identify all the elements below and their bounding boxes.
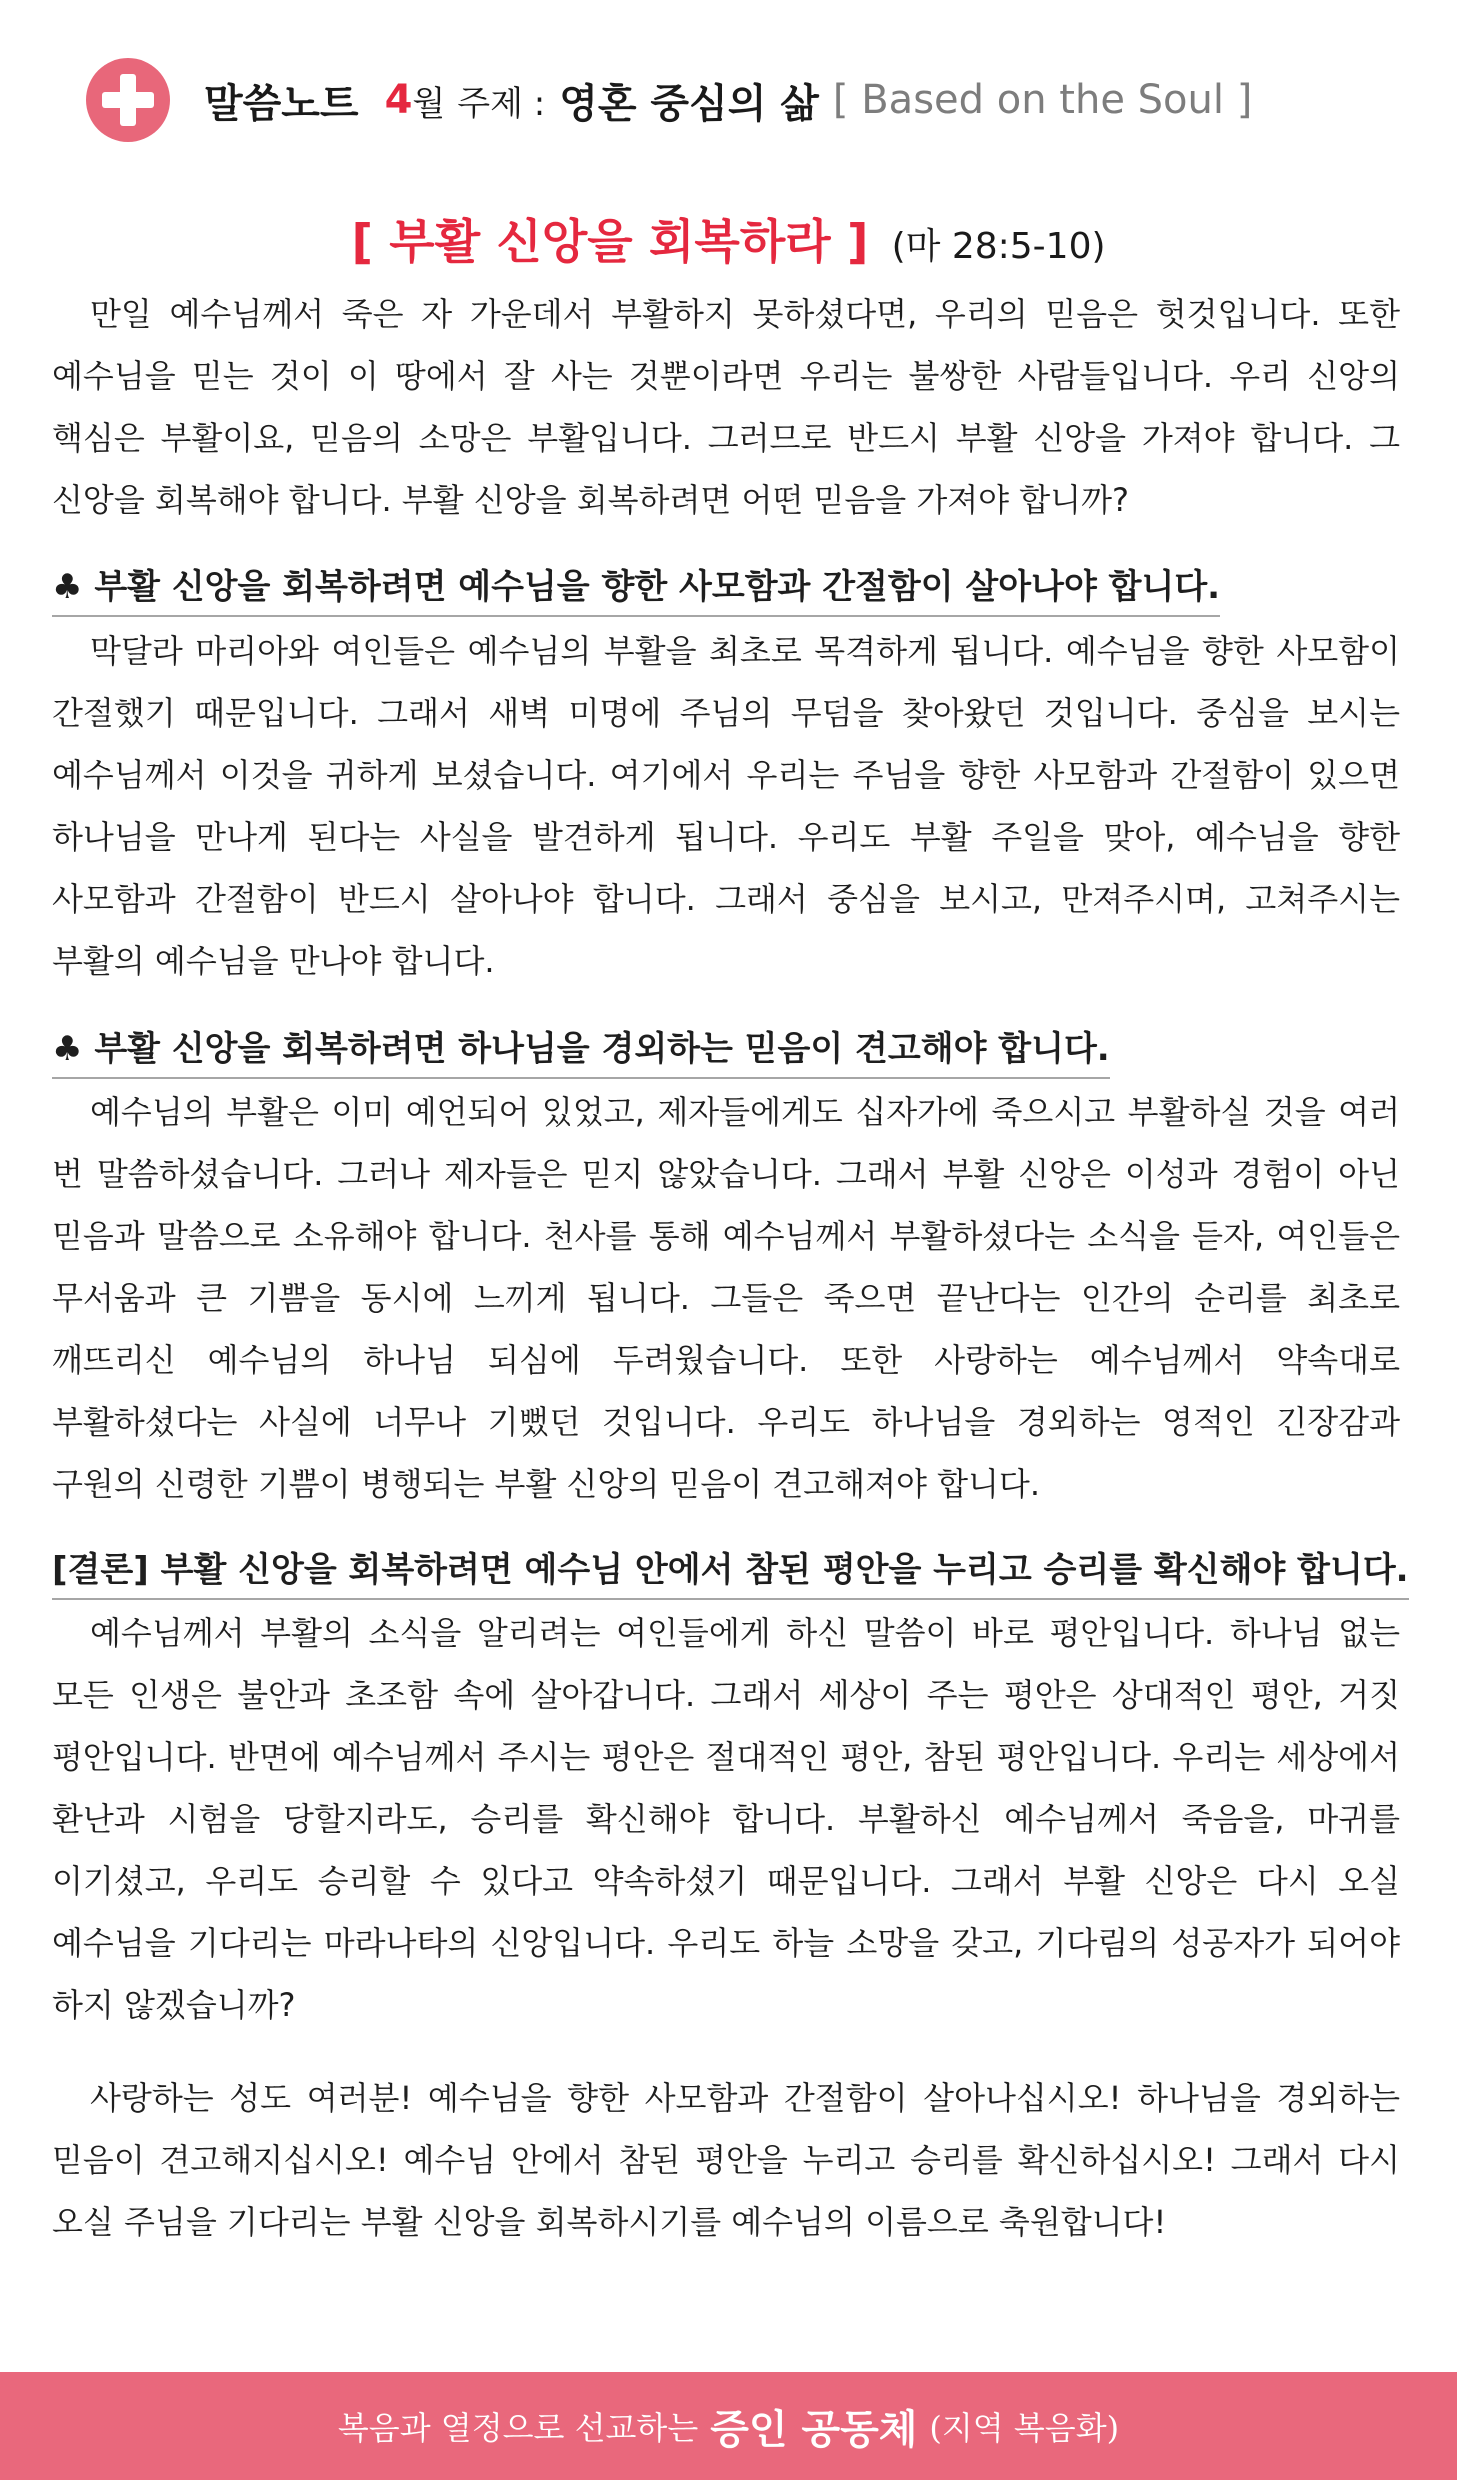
closing-paragraph: 사랑하는 성도 여러분! 예수님을 향한 사모함과 간절함이 살아나십시오! 하나님을 경외하는 믿음이 견고해지십시오! 예수님 안에서 참된 평안을 누리고 승리를 확신하십시오! 그래서 다시 오실 주님을 기다리는 부활 신앙을 회복하시기를 예수님의 이름으로 축원합니다! xyxy=(52,2079,1400,2241)
sermon-title: [ 부활 신앙을 회복하라 ] xyxy=(351,215,869,270)
section-heading-2: ♣ 부활 신앙을 회복하려면 하나님을 경외하는 믿음이 견고해야 합니다. xyxy=(52,1025,1110,1079)
plus-cross-icon xyxy=(86,58,170,142)
intro-paragraph: 만일 예수님께서 죽은 자 가운데서 부활하지 못하셨다면, 우리의 믿음은 헛것입니다. 또한 예수님을 믿는 것이 이 땅에서 잘 사는 것뿐이라면 우리는 불쌍한 사람들입니다. 우리 신앙의 핵심은 부활이요, 믿음의 소망은 부활입니다. 그러므로 반드시 부활 신앙을 가져야 합니다. 그 신앙을 회복해야 합니다. 부활 신앙을 회복하려면 어떤 믿음을 가져야 합니까? xyxy=(52,295,1400,519)
theme-label: 주제 : xyxy=(457,83,546,124)
conclusion-heading: [결론] 부활 신앙을 회복하려면 예수님 안에서 참된 평안을 누리고 승리를 확신해야 합니다. xyxy=(52,1546,1409,1600)
section-body-1: 막달라 마리아와 여인들은 예수님의 부활을 최초로 목격하게 됩니다. 예수님을 향한 사모함이 간절했기 때문입니다. 그래서 새벽 미명에 주님의 무덤을 찾아왔던 것입니다. 중심을 보시는 예수님께서 이것을 귀하게 보셨습니다. 여기에서 우리는 주님을 향한 사모함과 간절함이 있으면 하나님을 만나게 된다는 사실을 발견하게 됩니다. 우리도 부활 주일을 맞아, 예수님을 향한 사모함과 간절함이 반드시 살아나야 합니다. 그래서 중심을 보시고, 만져주시며, 고쳐주시는 부활의 예수님을 만나야 합니다. xyxy=(52,632,1400,980)
month-suffix: 월 xyxy=(412,83,446,124)
theme-english: [ Based on the Soul ] xyxy=(832,77,1253,123)
footer-banner xyxy=(0,2372,1457,2480)
footer-community: 증인 공동체 xyxy=(710,2405,918,2453)
footer-suffix: (지역 복음화) xyxy=(929,2409,1120,2447)
month-number: 4 xyxy=(384,77,413,123)
note-label: 말씀노트 xyxy=(204,80,359,127)
sermon-title-row xyxy=(0,205,1457,272)
scripture-reference: (마 28:5-10) xyxy=(891,226,1106,267)
section-heading-1: ♣ 부활 신앙을 회복하려면 예수님을 향한 사모함과 간절함이 살아나야 합니다. xyxy=(52,563,1220,617)
theme-title: 영혼 중심의 삶 xyxy=(559,80,819,127)
footer-prefix: 복음과 열정으로 선교하는 xyxy=(337,2409,699,2447)
page-header xyxy=(86,58,1386,142)
section-body-2: 예수님의 부활은 이미 예언되어 있었고, 제자들에게도 십자가에 죽으시고 부활하실 것을 여러 번 말씀하셨습니다. 그러나 제자들은 믿지 않았습니다. 그래서 부활 신앙은 이성과 경험이 아닌 믿음과 말씀으로 소유해야 합니다. 천사를 통해 예수님께서 부활하셨다는 소식을 듣자, 여인들은 무서움과 큰 기쁨을 동시에 느끼게 됩니다. 그들은 죽으면 끝난다는 인간의 순리를 최초로 깨뜨리신 예수님의 하나님 되심에 두려웠습니다. 또한 사랑하는 예수님께서 약속대로 부활하셨다는 사실에 너무나 기뻤던 것입니다. 우리도 하나님을 경외하는 영적인 긴장감과 구원의 신령한 기쁨이 병행되는 부활 신앙의 믿음이 견고해져야 합니다. xyxy=(52,1093,1400,1503)
conclusion-body: 예수님께서 부활의 소식을 알리려는 여인들에게 하신 말씀이 바로 평안입니다. 하나님 없는 모든 인생은 불안과 초조함 속에 살아갑니다. 그래서 세상이 주는 평안은 상대적인 평안, 거짓 평안입니다. 반면에 예수님께서 주시는 평안은 절대적인 평안, 참된 평안입니다. 우리는 세상에서 환난과 시험을 당할지라도, 승리를 확신해야 합니다. 부활하신 예수님께서 죽음을, 마귀를 이기셨고, 우리도 승리할 수 있다고 약속하셨기 때문입니다. 그래서 부활 신앙은 다시 오실 예수님을 기다리는 마라나타의 신앙입니다. 우리도 하늘 소망을 갖고, 기다림의 성공자가 되어야 하지 않겠습니까? xyxy=(52,1614,1400,2024)
